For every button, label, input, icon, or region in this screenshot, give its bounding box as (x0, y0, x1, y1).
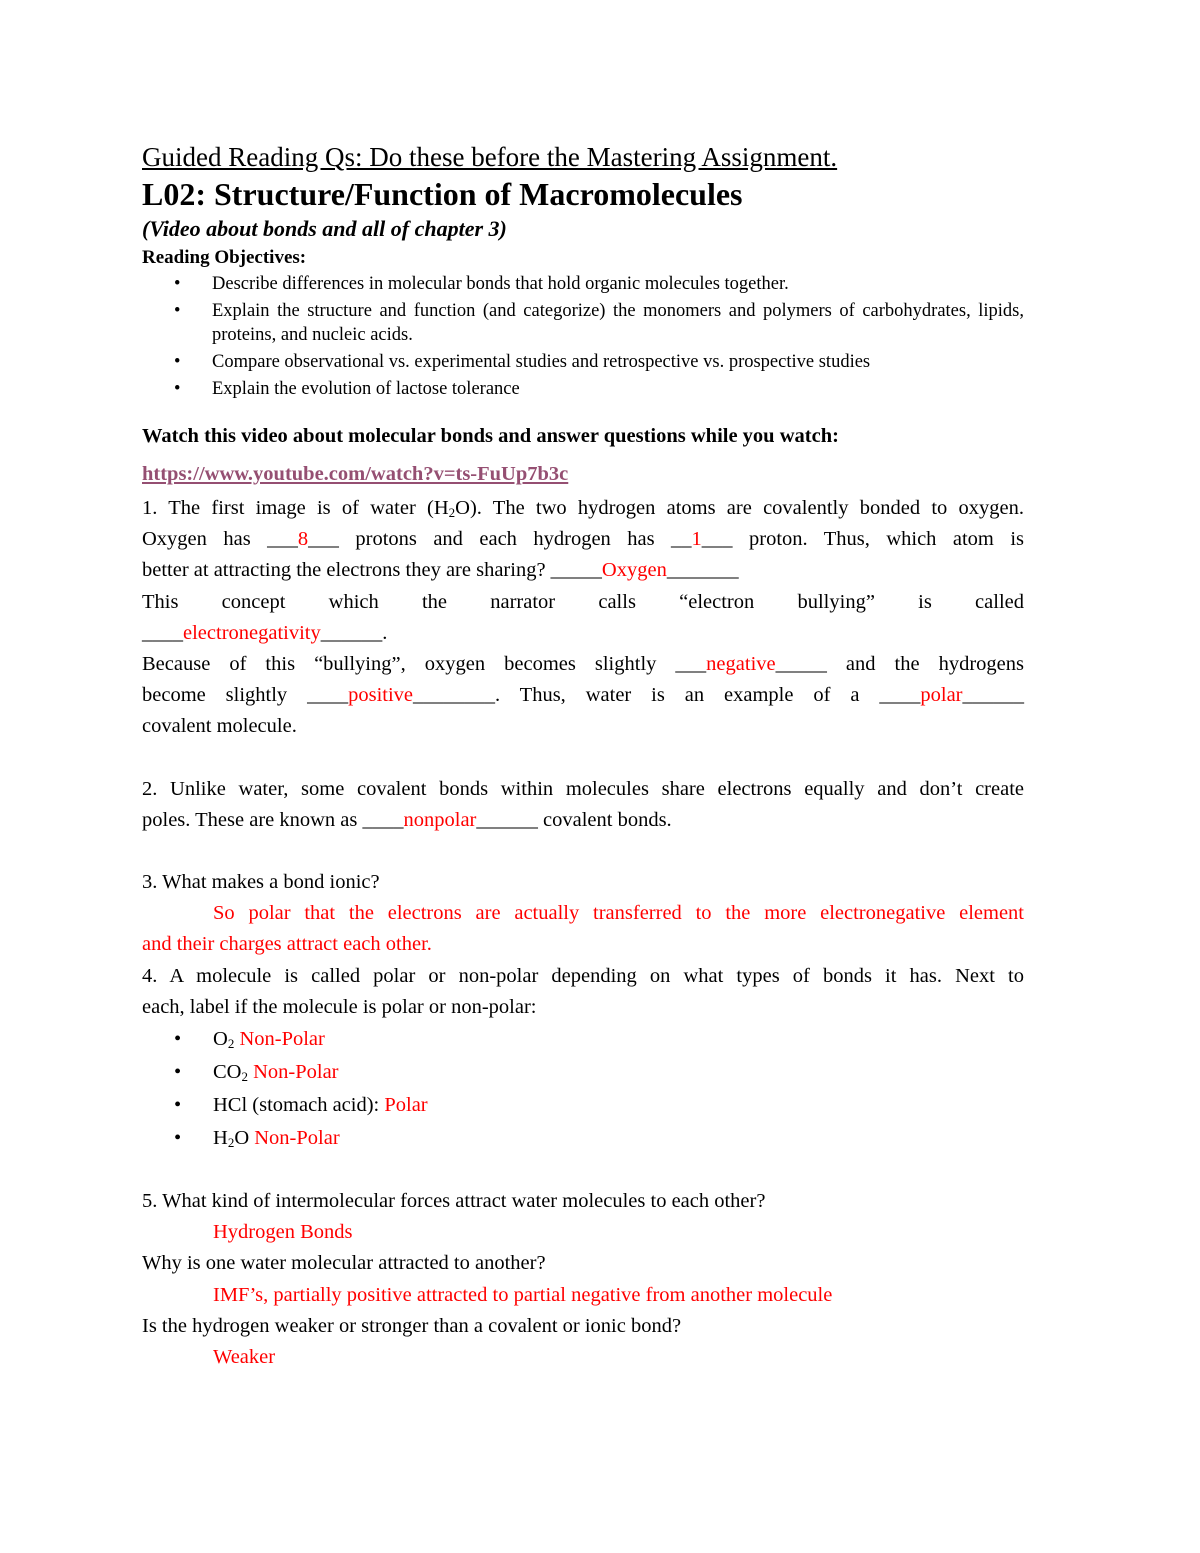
bullet-icon: • (174, 1028, 182, 1051)
answer-text: electronegativity (183, 621, 321, 644)
objectives-heading: Reading Objectives: (142, 247, 307, 268)
bullet-icon: • (174, 352, 181, 372)
objectives-list (142, 272, 1024, 401)
page-title: L02: Structure/Function of Macromolecules (142, 176, 743, 212)
objective-item: • Describe differences in molecular bonds that hold organic molecules together. (174, 274, 789, 294)
question-1: 1. The first image is of water $(H_2O)$. The two hydrogen atoms are covalently bonded to oxygen. Oxygen has ___8___ protons and each hydrogen has __1___ proton. Thus, which atom is better at attracting the electrons they are sharing? _____Oxygen_______ This concept which the narrator calls “electron bullying” is called ____electronegativity______. Because of this “bullying”, oxygen becomes slightly ___negative_____ and the hydrogens become slightly ____positive________. Thus, water is an example of a ____polar______ covalent molecule. (142, 497, 1025, 738)
molecule-list (142, 1023, 1024, 1155)
answer-text: positive (348, 684, 414, 707)
answer-text: Hydrogen Bonds (213, 1221, 353, 1244)
list-item: • HCl (stomach acid): Polar (142, 1089, 1024, 1122)
answer-text: polar (920, 684, 963, 707)
answer-text: Oxygen (601, 559, 667, 582)
question-4: 4. A molecule is called polar or non-polar depending on what types of bonds it has. Next to each, label if the molecule is polar or non-polar: • $O_2$ Non-Polar • $CO_2$ Non-Polar • HCl (stomach acid): Polar • $H_2O$ Non-Polar (142, 961, 1024, 1155)
bullet-icon: • (174, 274, 181, 294)
bullet-icon: • (174, 379, 181, 399)
list-item: • $O_2$ Non-Polar (142, 1023, 1024, 1056)
question-5: 5. What kind of intermolecular forces attract water molecules to each other? Hydrogen Bonds Why is one water molecular attracted to another? IMF’s, partially positive attracted to partial negative from another molecule Is the hydrogen weaker or stronger than a covalent or ionic bond? Weaker (142, 1186, 1024, 1373)
answer-text: negative (706, 653, 776, 676)
answer-text: 8 (297, 528, 309, 551)
bullet-icon: • (174, 1061, 182, 1084)
answer-text: So polar that the electrons are actually transferred to the more electronegative element (213, 902, 1024, 925)
worksheet-page (142, 140, 1024, 1373)
answer-text: and their charges attract each other. (142, 933, 432, 956)
objective-item: • Explain the structure and function (and categorize) the monomers and polymers of carbohydrates, lipids, proteins, and nucleic acids. (174, 301, 1024, 345)
bullet-icon: • (174, 301, 181, 321)
answer-text: IMF’s, partially positive attracted to partial negative from another molecule (213, 1283, 833, 1306)
answer-text: Polar (384, 1094, 428, 1117)
bullet-icon: • (174, 1094, 182, 1117)
answer-text: nonpolar (403, 808, 477, 831)
answer-text: Weaker (213, 1346, 276, 1369)
objective-item: • Explain the evolution of lactose tolerance (174, 379, 520, 399)
video-link[interactable]: https://www.youtube.com/watch?v=ts-FuUp7b3c (142, 463, 569, 485)
answer-text: Non-Polar (239, 1028, 325, 1051)
answer-text: 1 (691, 528, 702, 551)
question-2: 2. Unlike water, some covalent bonds within molecules share electrons equally and don’t create poles. These are known as ____nonpolar______ covalent bonds. (142, 777, 1024, 831)
answer-text: Non-Polar (253, 1061, 339, 1084)
video-instruction: Watch this video about molecular bonds and answer questions while you watch: (142, 425, 839, 447)
list-item: • $CO_2$ Non-Polar (142, 1056, 1024, 1089)
answer-text: Non-Polar (254, 1127, 340, 1150)
question-3: 3. What makes a bond ionic? So polar that the electrons are actually transferred to the more electronegative element and their charges attract each other. (142, 867, 1024, 961)
objective-item: • Compare observational vs. experimental studies and retrospective vs. prospective studies (174, 352, 871, 372)
instruction-note: Guided Reading Qs: Do these before the Mastering Assignment. (142, 142, 838, 172)
list-item: • $H_2O$ Non-Polar (142, 1122, 1024, 1155)
page-subtitle: (Video about bonds and all of chapter 3) (142, 216, 507, 241)
bullet-icon: • (174, 1127, 182, 1150)
